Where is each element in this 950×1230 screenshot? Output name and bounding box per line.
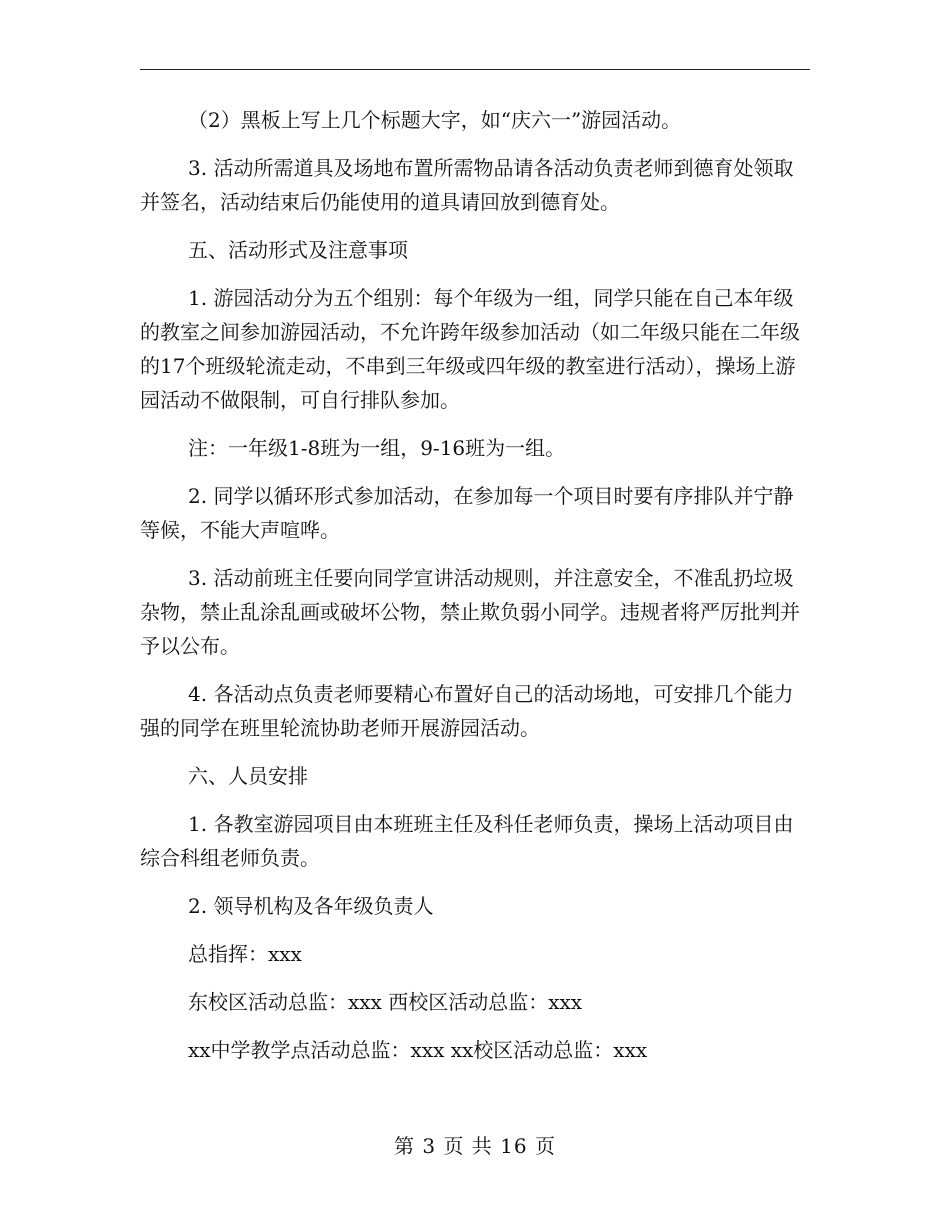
paragraph-school-supervisors: xx中学教学点活动总监：xxx xx校区活动总监：xxx bbox=[188, 1038, 648, 1062]
paragraph-note-grade-one: 注：一年级1-8班为一组，9-16班为一组。 bbox=[188, 436, 566, 460]
paragraph-chief-commander: 总指挥：xxx bbox=[188, 942, 302, 966]
paragraph-queue-rules: 2. 同学以循环形式参加活动，在参加每一个项目时要有序排队并宁静等候，不能大声喧哗。 bbox=[140, 484, 794, 542]
paragraph-campus-supervisors: 东校区活动总监：xxx 西校区活动总监：xxx bbox=[188, 990, 583, 1014]
page-number-footer: 第 3 页 共 16 页 bbox=[394, 1134, 556, 1158]
paragraph-groups: 1. 游园活动分为五个组别：每个年级为一组，同学只能在自己本年级的教室之间参加游园活动，不允许跨年级参加活动（如二年级只能在二年级的17个班级轮流走动，不串到三年级或四年级的教室进行活动），操场上游园活动不做限制，可自行排队参加。 bbox=[140, 286, 800, 412]
header-rule bbox=[140, 69, 810, 70]
paragraph-leadership: 2. 领导机构及各年级负责人 bbox=[188, 894, 434, 918]
paragraph-classroom-responsibility: 1. 各教室游园项目由本班班主任及科任老师负责，操场上活动项目由综合科组老师负责。 bbox=[140, 812, 794, 870]
section-heading-activity-format: 五、活动形式及注意事项 bbox=[188, 238, 408, 262]
paragraph-blackboard-title: （2）黑板上写上几个标题大字，如“庆六一”游园活动。 bbox=[188, 108, 682, 132]
section-heading-staffing: 六、人员安排 bbox=[188, 764, 308, 788]
document-body bbox=[140, 103, 810, 1081]
paragraph-props-collection: 3. 活动所需道具及场地布置所需物品请各活动负责老师到德育处领取并签名，活动结束后仍能使用的道具请回放到德育处。 bbox=[140, 156, 794, 214]
paragraph-safety-rules: 3. 活动前班主任要向同学宣讲活动规则，并注意安全，不准乱扔垃圾杂物，禁止乱涂乱画或破坏公物，禁止欺负弱小同学。违规者将严厉批判并予以公布。 bbox=[140, 566, 800, 658]
paragraph-venue-setup: 4. 各活动点负责老师要精心布置好自己的活动场地，可安排几个能力强的同学在班里轮流协助老师开展游园活动。 bbox=[140, 682, 794, 740]
